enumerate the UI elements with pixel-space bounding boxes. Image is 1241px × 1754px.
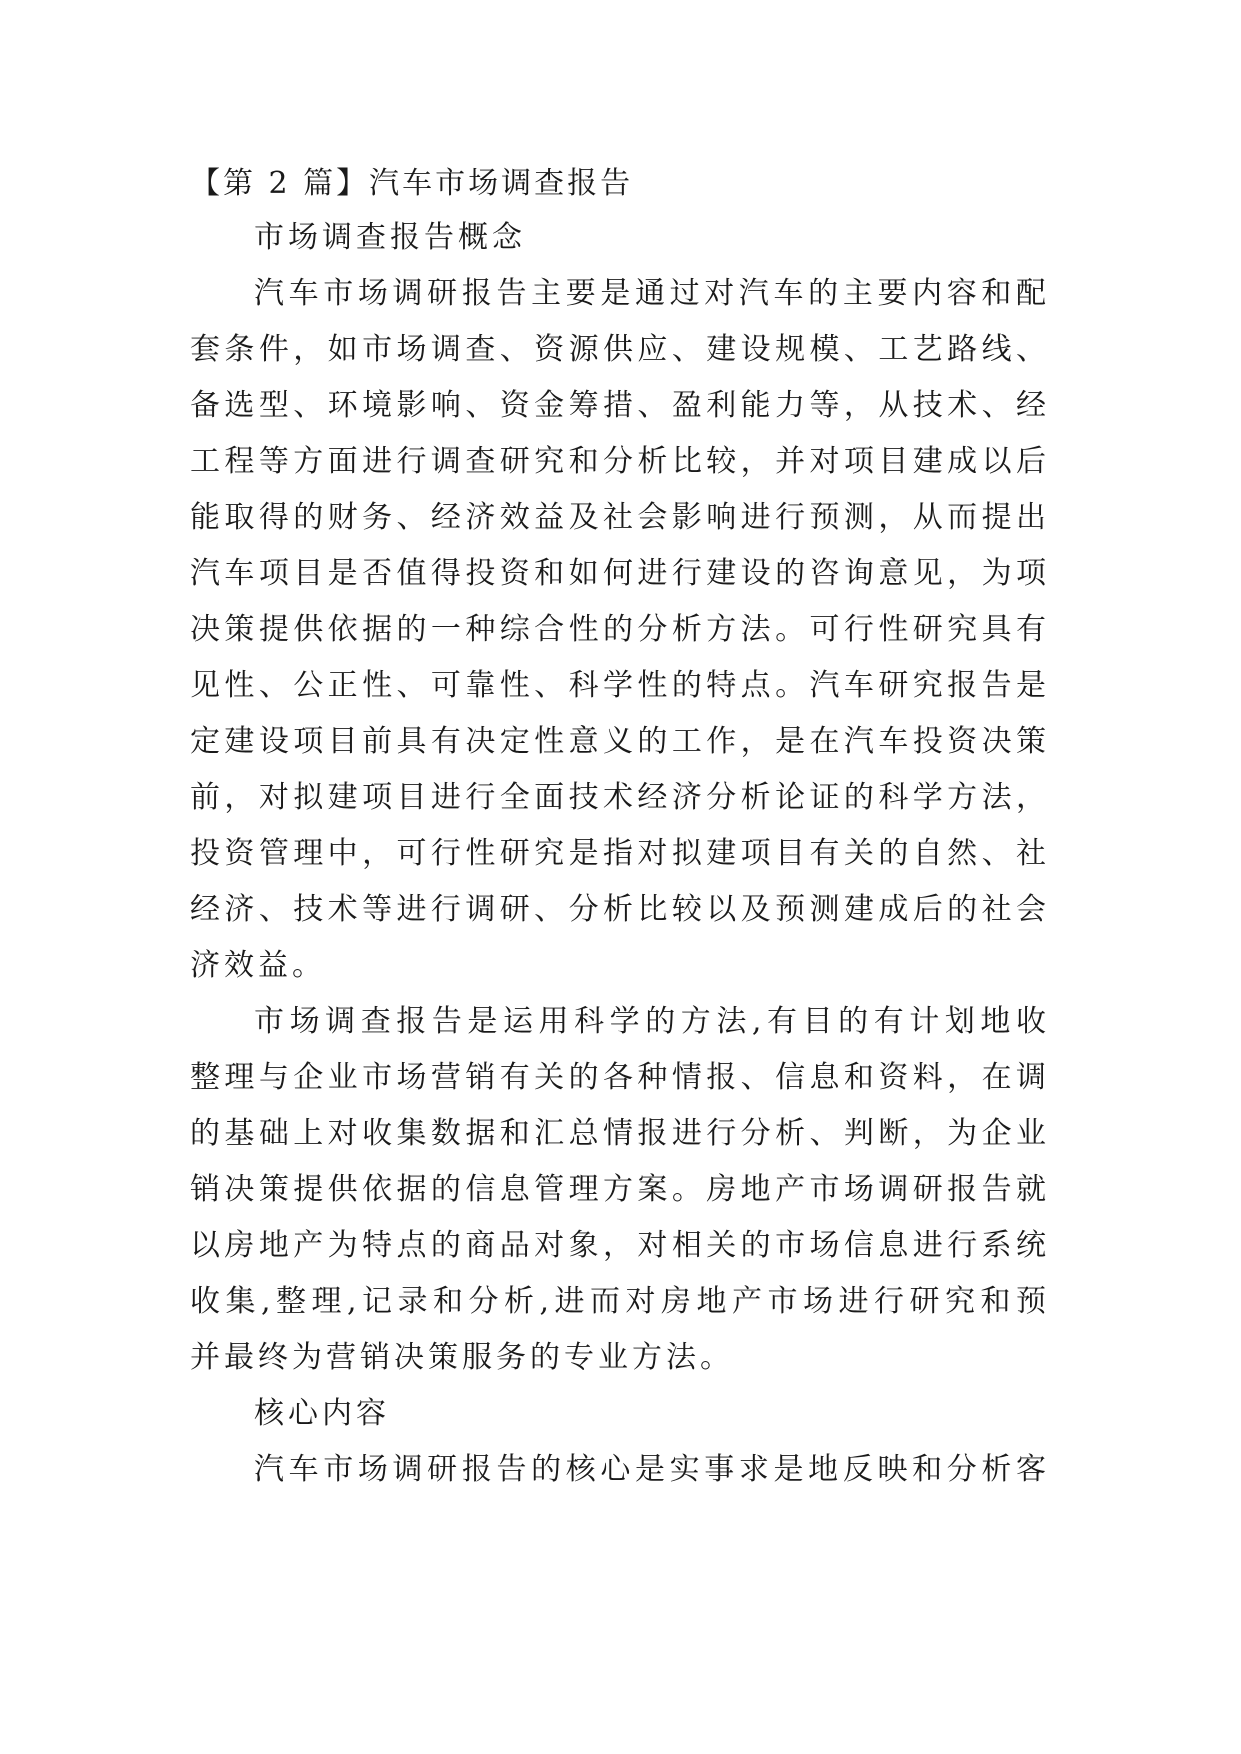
text-line: 市场调查报告是运用科学的方法,有目的有计划地收: [254, 1004, 1050, 1039]
document-body: [190, 210, 1050, 1498]
text-line: 济效益。: [190, 948, 326, 983]
text-line: 汽车市场调研报告主要是通过对汽车的主要内容和配: [254, 276, 1050, 311]
text-line: 销决策提供依据的信息管理方案。房地产市场调研报告就: [190, 1172, 1050, 1207]
text-line: 前，对拟建项目进行全面技术经济分析论证的科学方法，: [190, 780, 1050, 815]
text-line: 能取得的财务、经济效益及社会影响进行预测，从而提出: [190, 500, 1050, 535]
text-line: 的基础上对收集数据和汇总情报进行分析、判断，为企业: [190, 1116, 1050, 1151]
text-line: 定建设项目前具有决定性意义的工作，是在汽车投资决策: [190, 724, 1050, 759]
text-line: 见性、公正性、可靠性、科学性的特点。汽车研究报告是: [190, 668, 1050, 703]
text-line: 核心内容: [254, 1396, 390, 1431]
text-line: 市场调查报告概念: [254, 220, 526, 255]
text-line: 整理与企业市场营销有关的各种情报、信息和资料，在调: [190, 1060, 1050, 1095]
text-line: 决策提供依据的一种综合性的分析方法。可行性研究具有: [190, 612, 1050, 647]
text-line: 收集,整理,记录和分析,进而对房地产市场进行研究和预: [190, 1284, 1050, 1319]
text-line: 备选型、环境影响、资金筹措、盈利能力等，从技术、经: [190, 388, 1050, 423]
document-title: 【第 2 篇】汽车市场调查报告: [190, 166, 634, 201]
text-line: 经济、技术等进行调研、分析比较以及预测建成后的社会: [190, 892, 1050, 927]
text-line: 并最终为营销决策服务的专业方法。: [190, 1340, 734, 1375]
text-line: 工程等方面进行调查研究和分析比较，并对项目建成以后: [190, 444, 1050, 479]
text-line: 汽车市场调研报告的核心是实事求是地反映和分析客: [254, 1452, 1050, 1487]
document-page: [190, 158, 1050, 1498]
text-line: 以房地产为特点的商品对象，对相关的市场信息进行系统: [190, 1228, 1050, 1263]
text-line: 套条件，如市场调查、资源供应、建设规模、工艺路线、: [190, 332, 1050, 367]
text-line: 汽车项目是否值得投资和如何进行建设的咨询意见，为项: [190, 556, 1050, 591]
text-line: 投资管理中，可行性研究是指对拟建项目有关的自然、社: [190, 836, 1050, 871]
